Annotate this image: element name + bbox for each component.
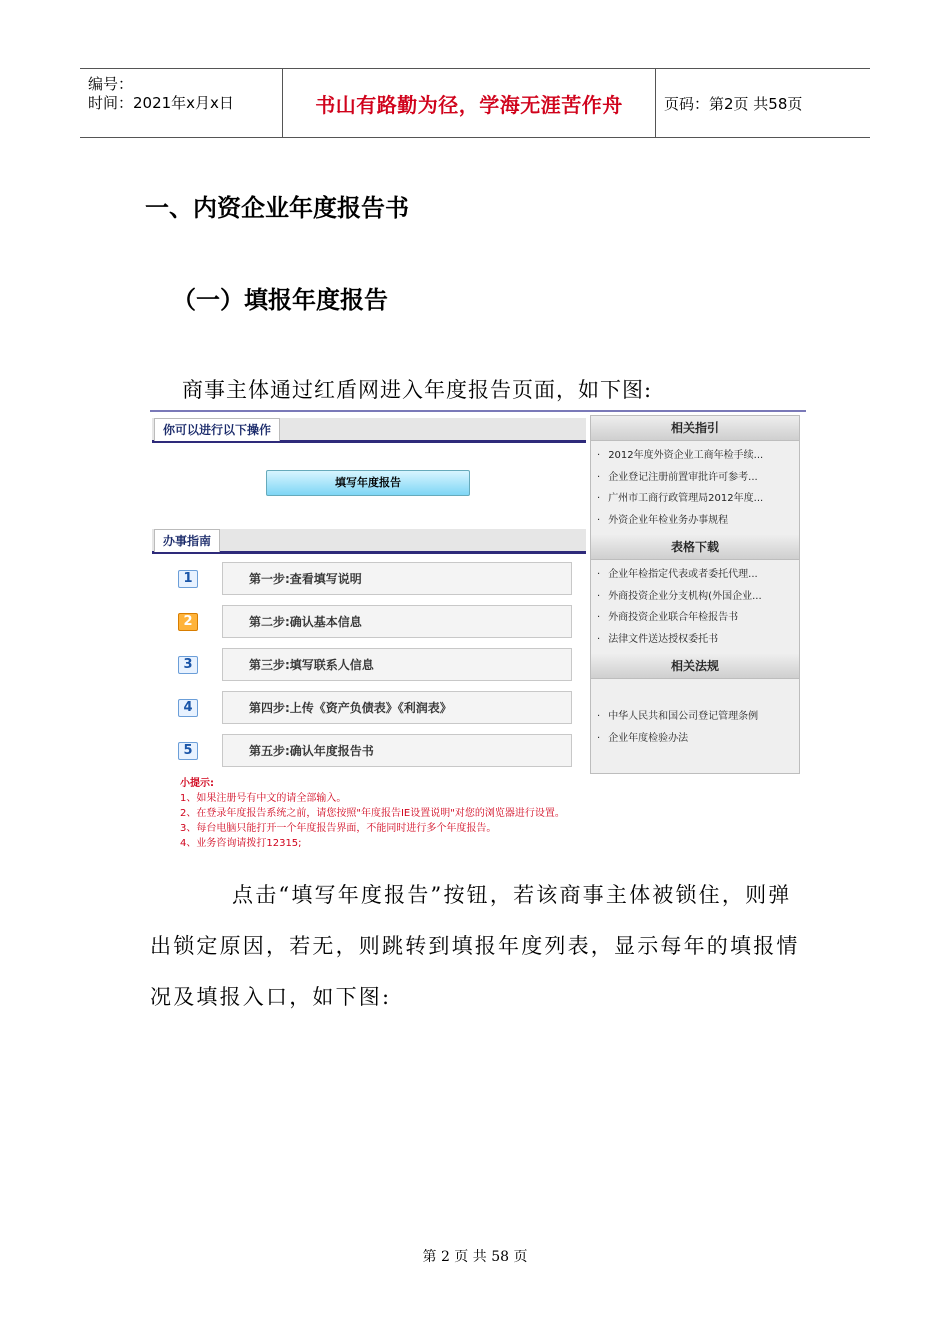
guide-link[interactable]: · 企业登记注册前置审批许可参考...	[591, 467, 799, 489]
step-4-icon: 4	[178, 699, 198, 717]
operations-panel	[150, 412, 588, 856]
laws-heading: 相关法规	[591, 654, 799, 679]
body-paragraph: 点击“填写年度报告”按钮，若该商事主体被锁住，则弹出锁定原因，若无，则跳转到填报年度列表，显示每年的填报情况及填报入口，如下图:	[150, 883, 800, 1009]
fill-annual-report-button[interactable]: 填写年度报告	[266, 470, 470, 496]
tab-guide[interactable]: 办事指南	[154, 529, 220, 552]
ops-tabbar	[152, 418, 586, 443]
download-link[interactable]: · 企业年检指定代表或者委托代理...	[591, 564, 799, 586]
laws-list	[591, 706, 799, 749]
tips-title: 小提示:	[180, 778, 214, 789]
tip-item: 2、在登录年度报告系统之前，请您按照"年度报告IE设置说明"对您的浏览器进行设置。	[180, 808, 565, 819]
step-5-icon: 5	[178, 742, 198, 760]
download-link[interactable]: · 外商投资企业联合年检报告书	[591, 607, 799, 629]
tip-item: 4、业务咨询请拨打12315;	[180, 838, 302, 849]
page-footer: 第 2 页 共 58 页	[422, 1249, 528, 1265]
law-link[interactable]: · 中华人民共和国公司登记管理条例	[591, 706, 799, 728]
guides-list	[591, 445, 799, 531]
guide-link[interactable]: · 2012年度外资企业工商年检手续...	[591, 445, 799, 467]
step-3-icon: 3	[178, 656, 198, 674]
doc-time-label: 时间：2021年x月x日	[88, 94, 234, 112]
guide-link[interactable]: · 广州市工商行政管理局2012年度...	[591, 488, 799, 510]
step-1-icon: 1	[178, 570, 198, 588]
step-2-icon: 2	[178, 613, 198, 631]
step-3-button[interactable]: 第三步:填写联系人信息	[222, 648, 572, 681]
download-link[interactable]: · 外商投资企业分支机构(外国企业...	[591, 586, 799, 608]
sidebar-panel	[590, 415, 800, 774]
header-meta-cell	[80, 69, 283, 137]
step-1-button[interactable]: 第一步:查看填写说明	[222, 562, 572, 595]
header-motto: 书山有路勤为径，学海无涯苦作舟	[315, 92, 623, 117]
header-page-number: 页码：第2页 共58页	[664, 94, 803, 113]
subsection-title: （一）填报年度报告	[172, 286, 388, 314]
embedded-screenshot	[150, 410, 806, 856]
guide-tabbar	[152, 529, 586, 554]
tab-operations[interactable]: 你可以进行以下操作	[154, 418, 280, 441]
downloads-list	[591, 564, 799, 650]
step-4-button[interactable]: 第四步:上传《资产负债表》《利润表》	[222, 691, 572, 724]
guides-heading: 相关指引	[591, 416, 799, 441]
law-link[interactable]: · 企业年度检验办法	[591, 728, 799, 750]
guide-link[interactable]: · 外资企业年检业务办事规程	[591, 510, 799, 532]
tip-item: 3、每台电脑只能打开一个年度报告界面，不能同时进行多个年度报告。	[180, 823, 497, 834]
header-page-cell	[656, 69, 870, 137]
step-5-button[interactable]: 第五步:确认年度报告书	[222, 734, 572, 767]
header-motto-cell	[283, 69, 656, 137]
tips-box	[180, 776, 565, 851]
intro-paragraph: 商事主体通过红盾网进入年度报告页面，如下图:	[182, 378, 653, 402]
section-title: 一、内资企业年度报告书	[145, 194, 409, 222]
document-header	[80, 68, 870, 138]
download-link[interactable]: · 法律文件送达授权委托书	[591, 629, 799, 651]
tip-item: 1、如果注册号有中文的请全部输入。	[180, 793, 347, 804]
step-2-button[interactable]: 第二步:确认基本信息	[222, 605, 572, 638]
doc-number-label: 编号：	[88, 75, 134, 93]
downloads-heading: 表格下载	[591, 535, 799, 560]
